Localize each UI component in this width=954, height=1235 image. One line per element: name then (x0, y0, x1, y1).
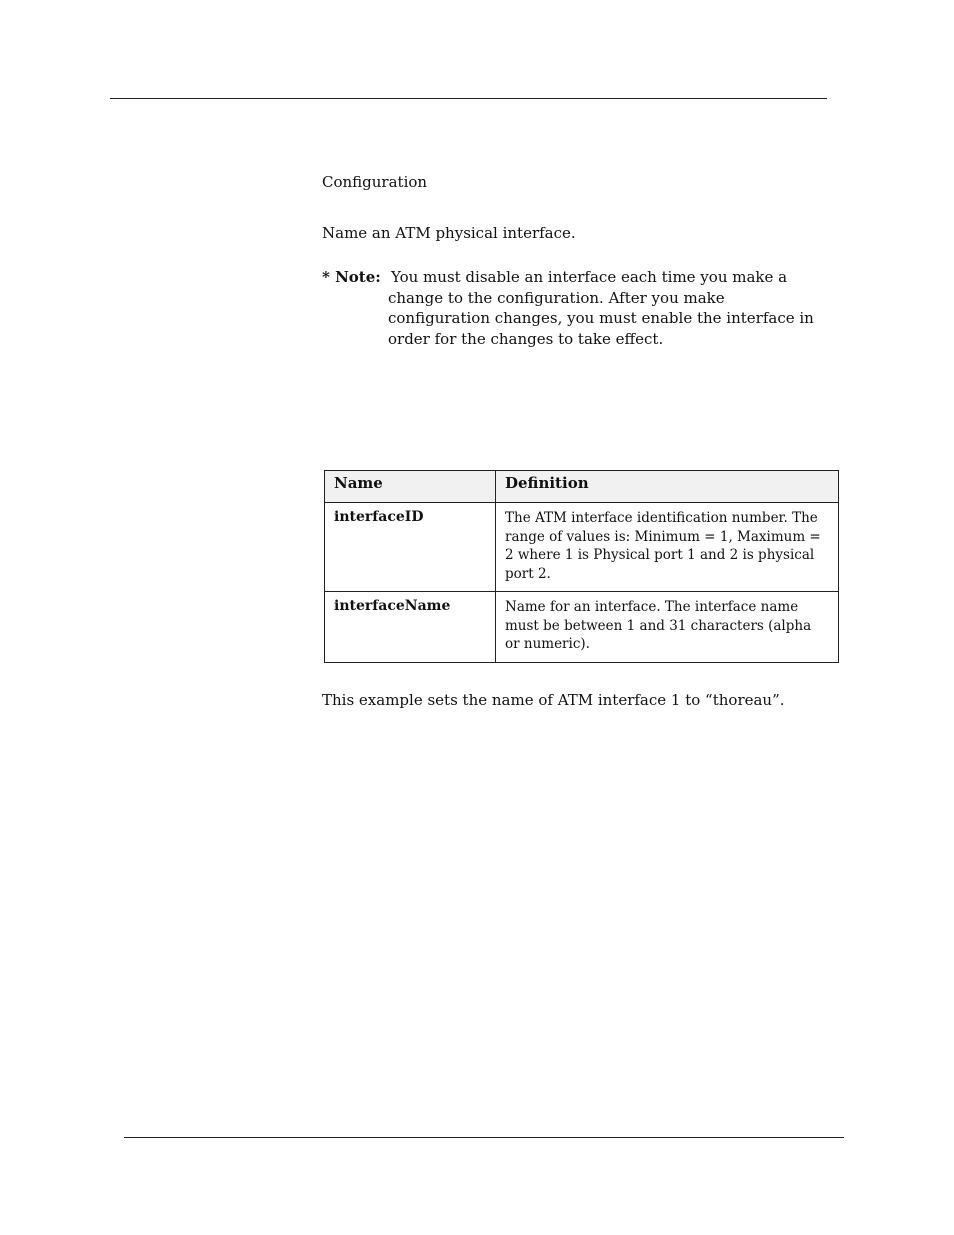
purpose-text: Name an ATM physical interface. (322, 224, 576, 242)
section-label: Configuration (322, 173, 428, 191)
footer-rule (124, 1137, 844, 1138)
note-line: order for the changes to take effect. (388, 329, 664, 348)
parameter-name: interfaceName (325, 592, 496, 663)
note-label: * Note: (322, 268, 381, 286)
parameter-name: interfaceID (325, 503, 496, 592)
note-line: change to the configuration. After you make (388, 288, 725, 307)
column-header-name: Name (325, 471, 496, 503)
column-header-definition: Definition (496, 471, 839, 503)
parameter-definition: Name for an interface. The interface name must be between 1 and 31 characters (alpha or numeric). (496, 592, 839, 663)
parameter-table (324, 470, 839, 663)
table-row (325, 592, 839, 663)
note-line: You must disable an interface each time you make a (391, 268, 788, 286)
example-text: This example sets the name of ATM interface 1 to “thoreau”. (322, 691, 785, 709)
note-text (388, 267, 820, 349)
parameter-definition: The ATM interface identification number. The range of values is: Minimum = 1, Maximum = 2 where 1 is Physical port 1 and 2 is physical port 2. (496, 503, 839, 592)
table-header-row (325, 471, 839, 503)
note-line: configuration changes, you must enable the interface in (388, 309, 814, 327)
table-row (325, 503, 839, 592)
header-rule (110, 98, 827, 99)
